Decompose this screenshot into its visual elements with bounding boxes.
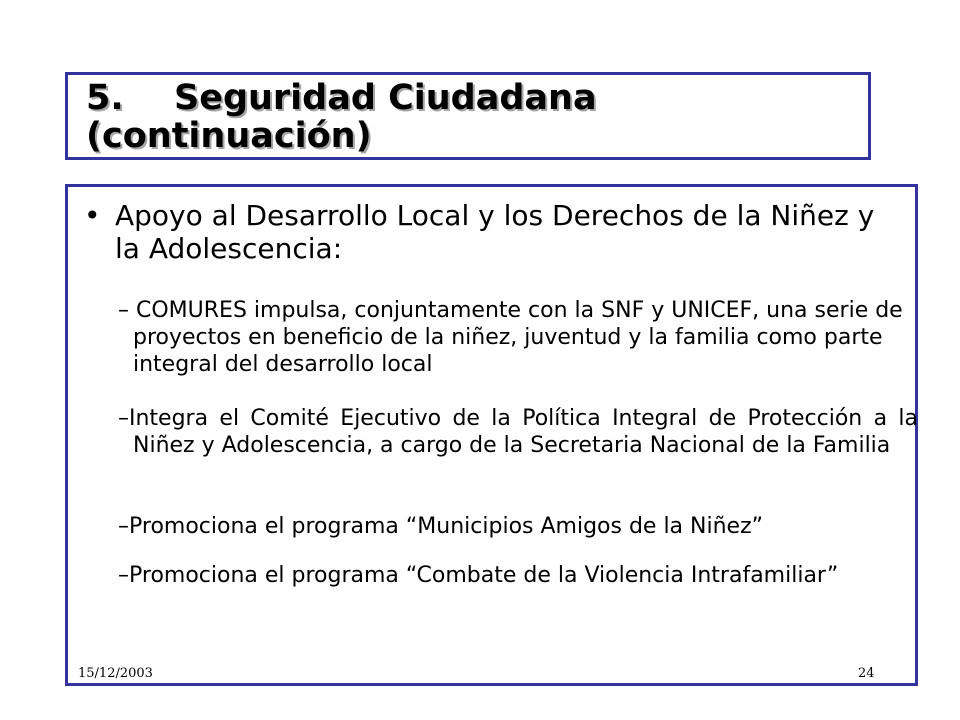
- sub-item-comite: –Integra el Comité Ejecutivo de la Política Integral de Protección a la Niñez y Adolescencia, a cargo de la Secretaria Nacional de la Familia: [118, 406, 918, 458]
- sub-item-municipios: –Promociona el programa “Municipios Amigos de la Niñez”: [118, 514, 764, 539]
- sub-item-comures: – COMURES impulsa, conjuntamente con la SNF y UNICEF, una serie de proyectos en beneficio de la niñez, juventud y la familia como parte integral del desarrollo local: [118, 298, 903, 377]
- sub-item-violencia: –Promociona el programa “Combate de la Violencia Intrafamiliar”: [118, 563, 839, 588]
- page-number: 24: [858, 666, 875, 681]
- title-line-2: (continuación): [86, 116, 372, 156]
- content-box: [65, 184, 918, 686]
- title-number: 5.: [86, 78, 124, 118]
- title-line-1: Seguridad Ciudadana: [174, 78, 597, 118]
- bullet-text: Apoyo al Desarrollo Local y los Derechos de la Niñez y la Adolescencia:: [115, 199, 875, 265]
- title-box: [65, 72, 871, 160]
- bullet-marker: •: [84, 199, 101, 232]
- slide-title: [86, 79, 846, 155]
- footer-date: 15/12/2003: [78, 666, 153, 681]
